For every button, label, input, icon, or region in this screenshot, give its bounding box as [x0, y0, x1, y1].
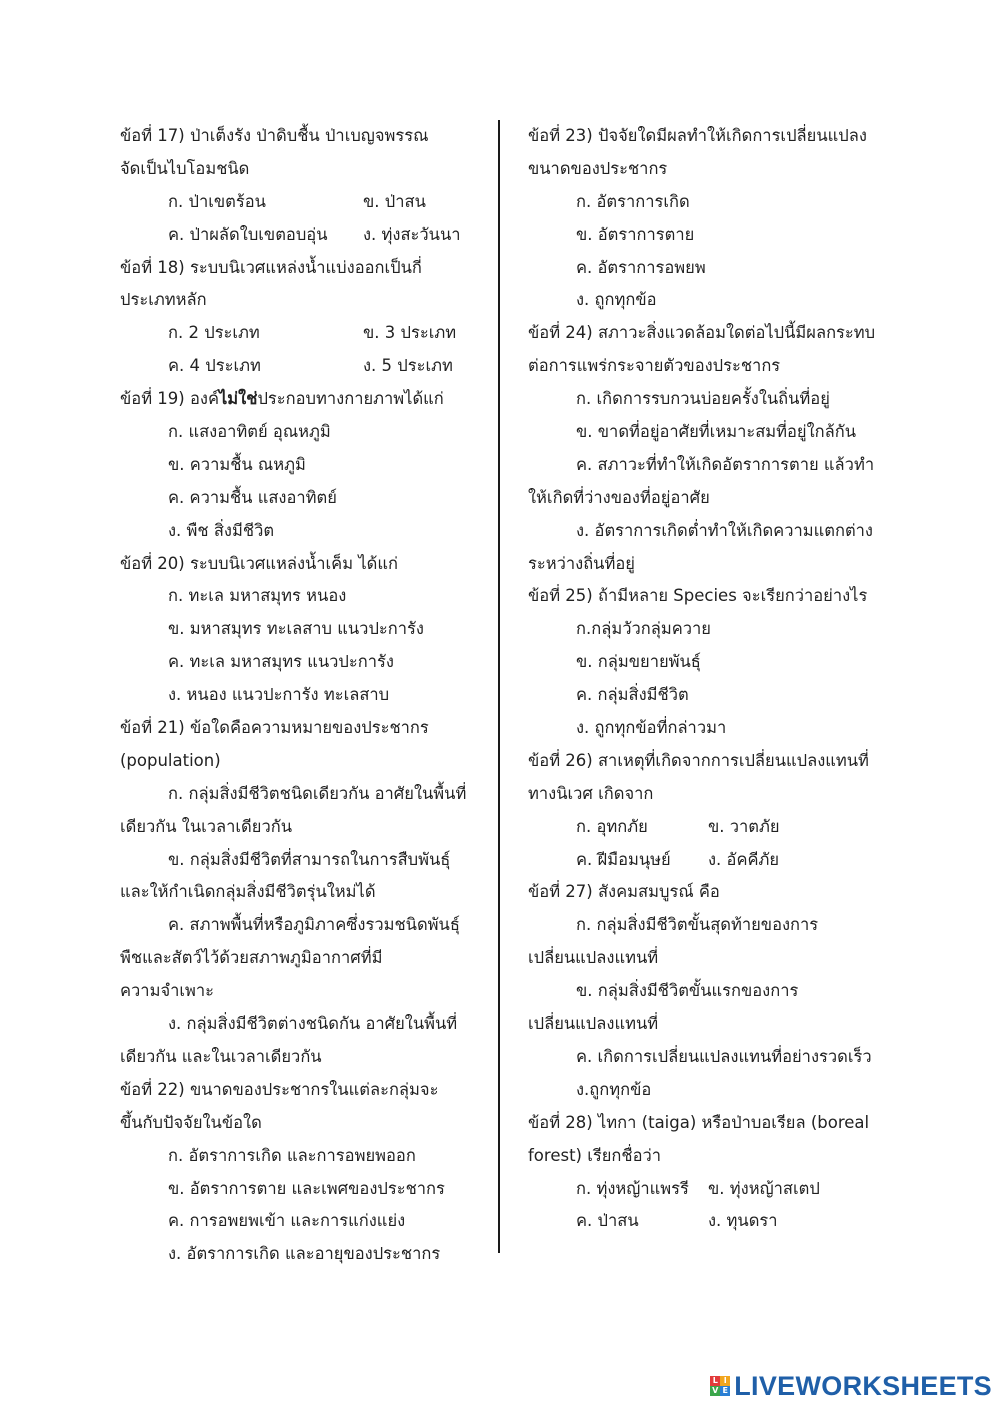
q26-options-row2	[528, 844, 888, 877]
q27-option-b-cont: เปลี่ยนแปลงแทนที่	[528, 1014, 659, 1034]
q18-option-d[interactable]: ง. 5 ประเภท	[363, 356, 453, 376]
question-23-cont: ขนาดของประชากร	[528, 158, 668, 178]
q18-options-row1	[120, 317, 480, 350]
q19-option-b[interactable]: ข. ความชื้น ณหภูมิ	[168, 454, 306, 474]
q19-option-a[interactable]: ก. แสงอาทิตย์ อุณหภูมิ	[168, 422, 331, 442]
q26-option-a[interactable]: ก. อุทกภัย	[576, 816, 648, 836]
q20-option-b[interactable]: ข. มหาสมุทร ทะเลสาบ แนวปะการัง	[168, 619, 424, 639]
q23-option-b[interactable]: ข. อัตราการตาย	[576, 224, 695, 244]
q21-option-c-cont: พืชและสัตว์ไว้ด้วยสภาพภูมิอากาศที่มี	[120, 948, 383, 968]
logo-badge-l: L	[710, 1376, 720, 1386]
q17-option-b[interactable]: ข. ป่าสน	[363, 191, 426, 211]
q25-option-c[interactable]: ค. กลุ่มสิ่งมีชีวิต	[576, 685, 689, 705]
question-22: ข้อที่ 22) ขนาดของประชากรในแต่ละกลุ่มจะ	[120, 1079, 439, 1099]
q25-option-a[interactable]: ก.กลุ่มวัวกลุ่มควาย	[576, 619, 711, 639]
q27-option-a[interactable]: ก. กลุ่มสิ่งมีชีวิตขั้นสุดท้ายของการ	[576, 915, 819, 935]
question-26: ข้อที่ 26) สาเหตุที่เกิดจากการเปลี่ยนแปลงแทนที่	[528, 750, 869, 770]
question-17: ข้อที่ 17) ป่าเต็งรัง ป่าดิบชื้น ป่าเบญจพรรณ	[120, 126, 429, 145]
q22-option-c[interactable]: ค. การอพยพเข้า และการแก่งแย่ง	[168, 1211, 406, 1231]
q21-option-d-cont: เดียวกัน และในเวลาเดียวกัน	[120, 1046, 322, 1066]
q19-option-d[interactable]: ง. พืช สิ่งมีชีวิต	[168, 520, 275, 540]
q22-option-d[interactable]: ง. อัตราการเกิด และอายุของประชากร	[168, 1244, 441, 1264]
q21-option-d[interactable]: ง. กลุ่มสิ่งมีชีวิตต่างชนิดกัน อาศัยในพื้นที่	[168, 1014, 458, 1034]
left-column	[120, 120, 480, 1271]
question-28: ข้อที่ 28) ไทกา (taiga) หรือป่าบอเรียล (boreal	[528, 1112, 870, 1132]
q25-option-d[interactable]: ง. ถูกทุกข้อที่กล่าวมา	[576, 718, 727, 738]
q28-option-d[interactable]: ง. ทุนดรา	[708, 1211, 778, 1231]
logo-badge-v: V	[712, 1386, 719, 1395]
q17-option-a[interactable]: ก. ป่าเขตร้อน	[168, 191, 266, 211]
q20-option-c[interactable]: ค. ทะเล มหาสมุทร แนวปะการัง	[168, 652, 394, 672]
q23-option-d[interactable]: ง. ถูกทุกข้อ	[576, 290, 657, 310]
q27-option-d[interactable]: ง.ถูกทุกข้อ	[576, 1079, 652, 1099]
question-23: ข้อที่ 23) ปัจจัยใดมีผลทำให้เกิดการเปลี่ยนแปลง	[528, 126, 867, 145]
q26-option-b[interactable]: ข. วาตภัย	[708, 816, 780, 836]
q21-option-b[interactable]: ข. กลุ่มสิ่งมีชีวิตที่สามารถในการสืบพันธุ์	[168, 849, 451, 869]
question-26-cont: ทางนิเวศ เกิดจาก	[528, 783, 654, 803]
q18-option-b[interactable]: ข. 3 ประเภท	[363, 323, 457, 343]
q19-text-bold: ไม่ใช่	[219, 389, 258, 409]
question-21-cont: (population)	[120, 750, 221, 770]
q18-options-row2	[120, 350, 480, 383]
q20-option-d[interactable]: ง. หนอง แนวปะการัง ทะเลสาบ	[168, 685, 390, 705]
q26-options-row1	[528, 811, 888, 844]
question-18: ข้อที่ 18) ระบบนิเวศแหล่งน้ำแบ่งออกเป็นกี่	[120, 257, 422, 277]
q24-option-b[interactable]: ข. ขาดที่อยู่อาศัยที่เหมาะสมที่อยู่ใกล้กัน	[576, 422, 857, 442]
column-divider	[498, 120, 500, 1253]
q26-option-d[interactable]: ง. อัคคีภัย	[708, 849, 780, 869]
q19-text-post: ประกอบทางกายภาพได้แก่	[257, 389, 444, 409]
q22-option-b[interactable]: ข. อัตราการตาย และเพศของประชากร	[168, 1178, 445, 1198]
q21-option-c-cont2: ความจำเพาะ	[120, 981, 215, 1001]
q21-option-a[interactable]: ก. กลุ่มสิ่งมีชีวิตชนิดเดียวกัน อาศัยในพื้นที่	[168, 783, 467, 803]
q25-option-b[interactable]: ข. กลุ่มขยายพันธุ์	[576, 652, 701, 672]
q28-option-a[interactable]: ก. ทุ่งหญ้าแพรรี	[576, 1178, 689, 1198]
q17-options-row1	[120, 186, 480, 219]
q26-option-c[interactable]: ค. ฝีมือมนุษย์	[576, 849, 671, 869]
q21-option-a-cont: เดียวกัน ในเวลาเดียวกัน	[120, 816, 292, 836]
question-22-cont: ขึ้นกับปัจจัยในข้อใด	[120, 1112, 262, 1132]
question-28-cont: forest) เรียกชื่อว่า	[528, 1145, 662, 1165]
q24-option-c[interactable]: ค. สภาวะที่ทำให้เกิดอัตราการตาย แล้วทำ	[576, 454, 875, 474]
logo-badge-i: I	[720, 1376, 730, 1386]
question-27: ข้อที่ 27) สังคมสมบูรณ์ คือ	[528, 882, 720, 902]
question-18-cont: ประเภทหลัก	[120, 290, 207, 310]
q17-option-c[interactable]: ค. ป่าผลัดใบเขตอบอุ่น	[168, 224, 328, 244]
q28-option-c[interactable]: ค. ป่าสน	[576, 1211, 639, 1231]
q27-option-c[interactable]: ค. เกิดการเปลี่ยนแปลงแทนที่อย่างรวดเร็ว	[576, 1046, 872, 1066]
q17-option-d[interactable]: ง. ทุ่งสะวันนา	[363, 224, 461, 244]
q19-option-c[interactable]: ค. ความชื้น แสงอาทิตย์	[168, 487, 337, 507]
q28-options-row2	[528, 1205, 888, 1238]
q28-options-row1	[528, 1173, 888, 1206]
question-25: ข้อที่ 25) ถ้ามีหลาย Species จะเรียกว่าอย่างไร	[528, 586, 868, 606]
q19-text-pre: ข้อที่ 19) องค์	[120, 389, 219, 409]
liveworksheets-logo	[710, 1371, 992, 1401]
q21-option-c[interactable]: ค. สภาพพื้นที่หรือภูมิภาคซึ่งรวมชนิดพันธุ์	[168, 915, 460, 935]
question-20: ข้อที่ 20) ระบบนิเวศแหล่งน้ำเค็ม ได้แก่	[120, 553, 398, 573]
q24-option-d-cont: ระหว่างถิ่นที่อยู่	[528, 553, 635, 573]
q28-option-b[interactable]: ข. ทุ่งหญ้าสเตป	[708, 1178, 820, 1198]
liveworksheets-brand: LIVEWORKSHEETS	[734, 1370, 992, 1401]
q23-option-c[interactable]: ค. อัตราการอพยพ	[576, 257, 706, 277]
q18-option-a[interactable]: ก. 2 ประเภท	[168, 323, 260, 343]
q18-option-c[interactable]: ค. 4 ประเภท	[168, 356, 261, 376]
question-24-cont: ต่อการแพร่กระจายตัวของประชากร	[528, 356, 781, 376]
q24-option-a[interactable]: ก. เกิดการรบกวนบ่อยครั้งในถิ่นที่อยู่	[576, 389, 830, 409]
q27-option-a-cont: เปลี่ยนแปลงแทนที่	[528, 948, 659, 968]
q24-option-d[interactable]: ง. อัตราการเกิดต่ำทำให้เกิดความแตกต่าง	[576, 520, 873, 540]
q20-option-a[interactable]: ก. ทะเล มหาสมุทร หนอง	[168, 586, 347, 606]
question-17-cont: จัดเป็นไบโอมชนิด	[120, 158, 250, 178]
q21-option-b-cont: และให้กำเนิดกลุ่มสิ่งมีชีวิตรุ่นใหม่ได้	[120, 882, 376, 902]
question-19	[120, 383, 480, 416]
q22-option-a[interactable]: ก. อัตราการเกิด และการอพยพออก	[168, 1145, 416, 1165]
question-24: ข้อที่ 24) สภาวะสิ่งแวดล้อมใดต่อไปนี้มีผลกระทบ	[528, 323, 876, 343]
q23-option-a[interactable]: ก. อัตราการเกิด	[576, 191, 690, 211]
q24-option-c-cont: ให้เกิดที่ว่างของที่อยู่อาศัย	[528, 487, 710, 507]
right-column	[528, 120, 888, 1238]
q27-option-b[interactable]: ข. กลุ่มสิ่งมีชีวิตขั้นแรกของการ	[576, 981, 799, 1001]
logo-badge-e: E	[720, 1386, 730, 1396]
q17-options-row2	[120, 219, 480, 252]
question-21: ข้อที่ 21) ข้อใดคือความหมายของประชากร	[120, 718, 429, 738]
liveworksheets-logo-icon	[710, 1376, 730, 1396]
